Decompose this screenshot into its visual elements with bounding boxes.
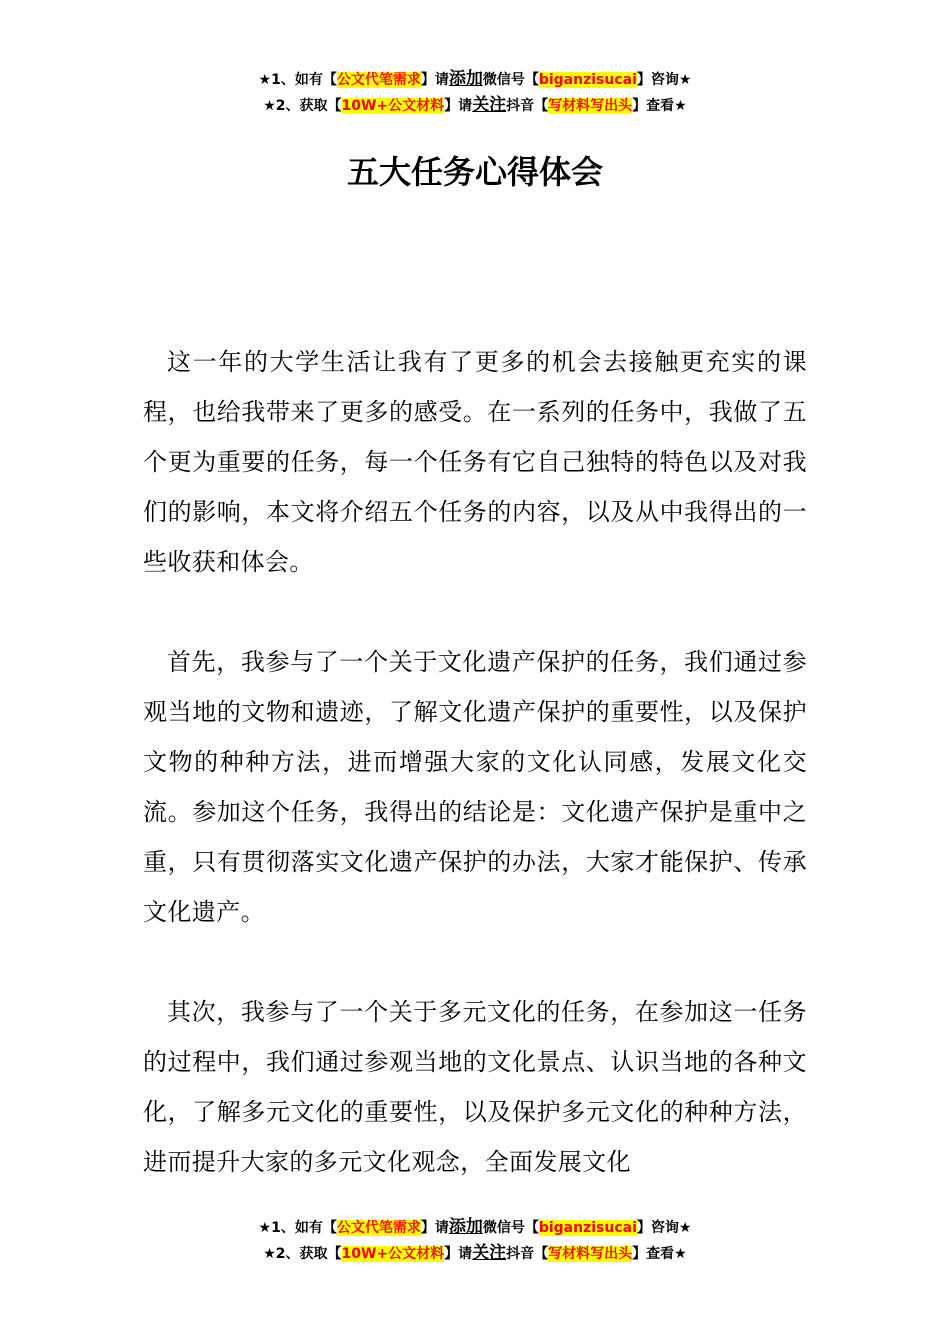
document-title: 五大任务心得体会 — [346, 153, 603, 191]
banner-emphasis: 添加 — [448, 1217, 483, 1237]
banner-text: 抖音【 — [506, 98, 549, 114]
banner-highlight: 10W+公文材料 — [341, 98, 445, 114]
banner-text: ★2、获取【 — [263, 1246, 342, 1262]
banner-emphasis: 关注 — [472, 95, 507, 115]
banner-line-1 — [0, 1215, 950, 1241]
banner-text: 】请 — [420, 1220, 449, 1236]
banner-line-1 — [0, 67, 950, 93]
banner-highlight: 10W+公文材料 — [341, 1246, 445, 1262]
banner-highlight: 写材料写出头 — [548, 1246, 633, 1262]
footer-banner — [0, 1215, 950, 1267]
banner-text: ★1、如有【 — [258, 1220, 337, 1236]
banner-highlight: biganzisucai — [538, 1220, 637, 1236]
banner-text: 】咨询★ — [636, 72, 692, 88]
banner-text: 】查看★ — [632, 98, 687, 114]
banner-text: 微信号【 — [482, 72, 539, 88]
banner-highlight: biganzisucai — [538, 72, 637, 88]
banner-emphasis: 添加 — [448, 69, 483, 89]
banner-highlight: 写材料写出头 — [548, 98, 633, 114]
banner-text: 】请 — [444, 98, 473, 114]
paragraph: 这一年的大学生活让我有了更多的机会去接触更充实的课程，也给我带来了更多的感受。在一系列的任务中，我做了五个更为重要的任务，每一个任务有它自己独特的特色以及对我们的影响，本文将介绍五个任务的内容，以及从中我得出的一些收获和体会。 — [143, 348, 807, 576]
paragraph: 首先，我参与了一个关于文化遗产保护的任务，我们通过参观当地的文物和遗迹，了解文化遗产保护的重要性，以及保护文物的种种方法，进而增强大家的文化认同感，发展文化交流。参加这个任务，我得出的结论是：文化遗产保护是重中之重，只有贯彻落实文化遗产保护的办法，大家才能保护、传承文化遗产。 — [143, 648, 807, 926]
banner-text: 微信号【 — [482, 1220, 539, 1236]
banner-text: 】查看★ — [632, 1246, 687, 1262]
banner-text: 】咨询★ — [636, 1220, 692, 1236]
banner-text: 抖音【 — [506, 1246, 549, 1262]
banner-text: 】请 — [420, 72, 449, 88]
header-banner — [0, 67, 950, 119]
banner-emphasis: 关注 — [472, 1243, 507, 1263]
banner-text: 】请 — [444, 1246, 473, 1262]
banner-text: ★2、获取【 — [263, 98, 342, 114]
document-body — [143, 337, 807, 1237]
banner-highlight: 公文代笔需求 — [336, 72, 421, 88]
banner-highlight: 公文代笔需求 — [336, 1220, 421, 1236]
paragraph: 其次，我参与了一个关于多元文化的任务，在参加这一任务的过程中，我们通过参观当地的文化景点、认识当地的各种文化，了解多元文化的重要性，以及保护多元文化的种种方法，进而提升大家的多元文化观念，全面发展文化 — [143, 998, 807, 1176]
banner-line-2 — [0, 1241, 950, 1267]
banner-text: ★1、如有【 — [258, 72, 337, 88]
banner-line-2 — [0, 93, 950, 119]
